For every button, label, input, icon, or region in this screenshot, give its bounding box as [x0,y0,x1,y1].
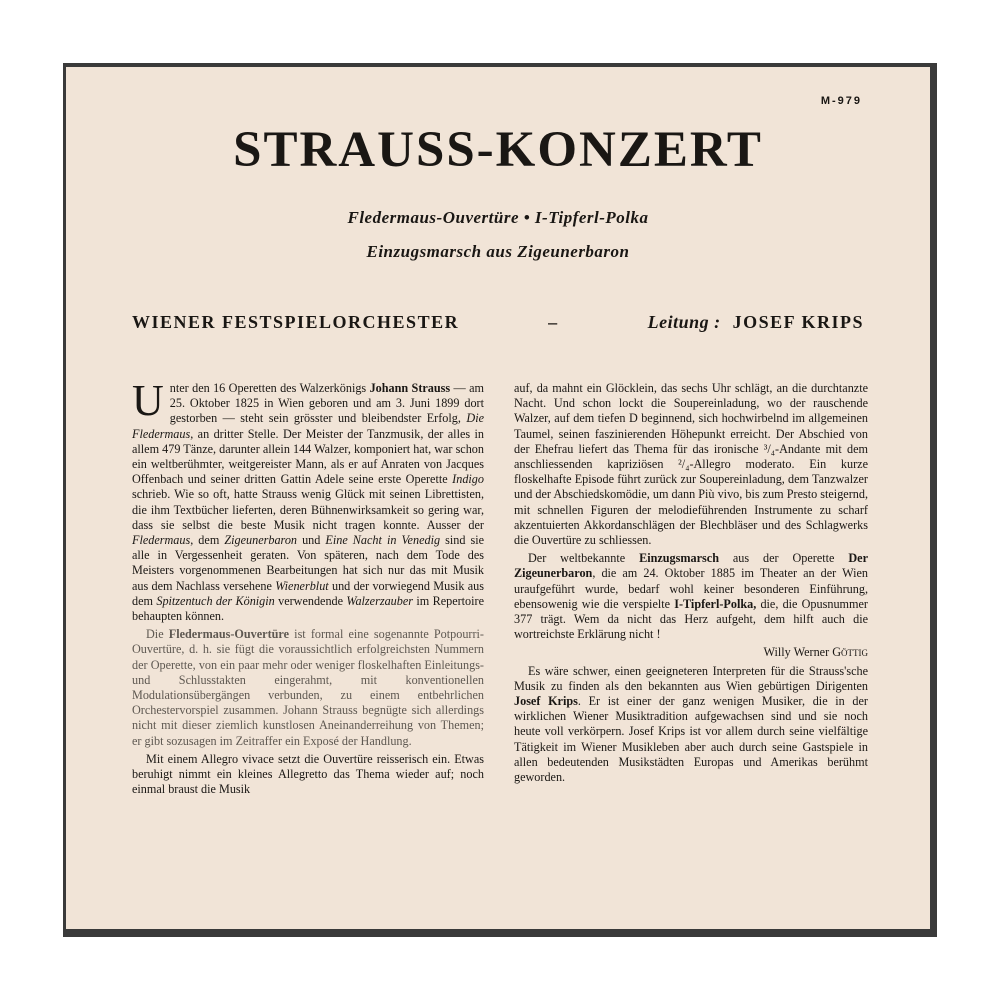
text-run: im Repertoire behaupten können. [132,593,485,624]
text-run: nter den 16 Operetten des Walzerkönigs [169,381,370,395]
text-run: , an dritter Stelle. Der Meister der Tanzmusik, der alles in allem 479 Tänze, darunter allein 144 Walzer, komponiert hat, war schon ein weltberühmter, weitgereister Mann, als er auf Anraten von Jacques Offenbach und seiner dritten Gattin Adele seine erste Operette [132,426,484,487]
work-title: Spitzentuch der Königin [156,593,275,608]
notes-paragraph [132,627,484,749]
work-title: Walzerzauber [346,593,414,608]
album-title: STRAUSS-KONZERT [233,122,763,178]
notes-paragraph [514,551,868,642]
work-title: Indigo [452,472,484,487]
text-run: , die am 24. Oktober 1885 im Theater an der Wien uraufgeführt wurde, bedarf wohl keiner besonderen Einführung, ebensowenig wie die verspielte [514,566,868,611]
drop-cap: U [132,376,164,425]
text-run: . Er ist einer der ganz wenigen Musiker, die in der wirklichen Wiener Musiktradition aufgewachsen sind und sie noch heute voll verkörpern. Josef Krips ist vor allem durch seine vielfältige Tätigkeit im Wiener Musikleben aber auch durch seine Gastspiele in allen bedeutenden Musikstädten Europas und Amerikas berühmt geworden. [514,694,868,785]
liner-notes-left-column [132,376,485,800]
author-signature [514,645,868,660]
text-run: aus der Operette [718,551,849,566]
work-title: Fledermaus [132,533,191,548]
text-run: Es wäre schwer, einen geeigneteren Interpreten für die Strauss'sche Musik zu finden als den bekannten aus Wien gebürtigen Dirigenten [514,663,868,693]
work-title: Zigeunerbaron [224,533,298,548]
text-run: schrieb. Wie so oft, hatte Strauss wenig Glück mit seinen Librettisten, die ihm Textbücher lieferten, deren Bühnenwirksamkeit so gering war, dass sie selbst die beste Musik nicht tragen konnte. Ausser der [132,487,484,532]
text-run: verwendende [274,593,347,608]
notes-paragraph: Mit einem Allegro vivace setzt die Ouvertüre reisserisch ein. Etwas beruhigt nimmt ein kleines Allegretto das Thema wieder auf; noch einmal braust die Musik [132,751,484,797]
conductor-name: JOSEF KRIPS [732,312,864,332]
work-title: Die Fledermaus [132,411,484,441]
notes-paragraph [132,376,485,624]
text-run: und der vorwiegend Musik aus dem [132,578,484,608]
work-title-bold: Einzugsmarsch [639,551,719,566]
notes-paragraph [514,664,868,786]
text-run: und [297,533,326,548]
notes-paragraph: auf, da mahnt ein Glöcklein, das sechs Uhr schlägt, an die durchtanzte Nacht. Und schon lockt die Soupereinladung, wo der rauschende Walzer, auf dem tiefen D beginnend, sich hochwirbelnd im allgemeinen Taumel, seinen faszinierenden Höhepunkt erreicht. Der Abschied von der Ehefrau liefert das Thema für das ironische ³/₄-Andante mit dem anschliessenden kapriziösen ²/₄-Allegro moderato. Ein kurze floskelhafte Episode führt zurück zur Soupereinladung, dem Tanzwalzer und der Abschiedskomödie, um dann Più vivo, bis zum Presto steigernd, mit schnellen Figuren der melodieführenden Instrumente zu scharf akzentuierten Akkordanschlägen der Blechbläser und des Schlagwerks die Ouvertüre zu schliessen. [514,381,868,548]
work-title-bold: Fledermaus-Ouvertüre [168,627,290,642]
orchestra-name: WIENER FESTSPIELORCHESTER [132,312,460,332]
text-run: Die [146,627,169,642]
separator-dash: – [548,312,559,332]
author-first-name: Willy Werner [763,645,833,660]
text-run: — am 25. Oktober 1825 in Wien geboren und am 3. Juni 1899 dort gestorben — steht sein grösster und bleibendster Erfolg, [169,381,485,426]
text-run: ist formal eine sogenannte Potpourri-Ouvertüre, d. h. sie fügt die voraussichtlich erfolgreichsten Nummern der Operette, von ein paar mehr oder weniger floskelhaften Einleitungs- und Schlusstakten eingerahmt, mit konventionellen Modulationsübergängen verbunden, zu einem entbehrlichen Orchestervorspiel zusammen. Johann Strauss begnügte sich allerdings nicht mit dieser ziemlich kunstlosen Aneinanderreihung von Themen; er gibt sozusagen im Zeitraffer ein Exposé der Handlung. [132,627,484,748]
conductor-name-inline: Josef Krips [514,694,578,709]
text-run: sind sie alle in Vergessenheit geraten. Von späteren, nach dem Tode des Meisters vorgenommenen Bearbeitungen hat sich nur das mit Musik aus dem Nachlass versehene [132,533,484,593]
subtitle-works-line1: Fledermaus-Ouvertüre • I-Tipferl-Polka [347,208,649,227]
work-title-bold: Der Zigeunerbaron [514,551,868,581]
leitung-label: Leitung : [647,312,721,332]
text-run: , dem [190,533,225,548]
liner-notes-right-column [514,381,868,788]
text-run: Der weltbekannte [528,551,640,566]
work-title: Wienerblut [275,578,329,593]
work-title-bold: I-Tipferl-Polka, [674,596,757,611]
catalog-number: M-979 [820,95,862,107]
text-run: die, die Opusnummer 377 trägt. Wem da nicht das Herz aufgeht, dem hilft auch die wortreichste Erklärung nicht ! [514,596,868,642]
composer-name: Johann Strauss [369,381,451,395]
work-title: Eine Nacht in Venedig [325,533,441,548]
performer-line [132,312,864,333]
subtitle-works-line2: Einzugsmarsch aus Zigeunerbaron [366,242,630,261]
conductor-credit [648,312,864,333]
record-sleeve-back [66,67,930,929]
author-surname: Göttig [832,645,868,660]
